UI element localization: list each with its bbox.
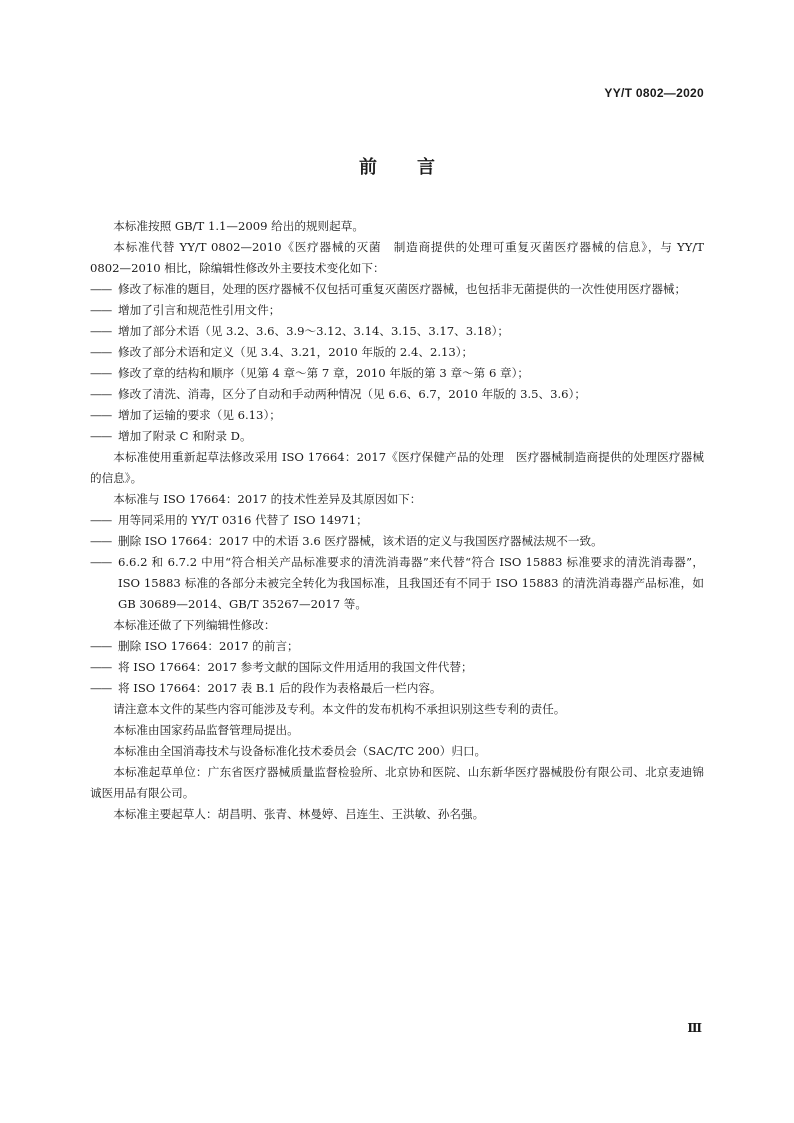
- list-item-text: 用等同采用的 YY/T 0316 代替了 ISO 14971；: [118, 513, 368, 527]
- foreword-body: [90, 216, 704, 825]
- dash-marker: ——: [90, 429, 112, 443]
- paragraph-proposed-by: 本标准由国家药品监督管理局提出。: [113, 723, 299, 737]
- list-item-text: 增加了部分术语（见 3.2、3.6、3.9～3.12、3.14、3.15、3.17、3.18）；: [118, 324, 509, 338]
- dash-marker: ——: [90, 282, 112, 296]
- dash-marker: ——: [90, 513, 112, 527]
- dash-marker: ——: [90, 660, 112, 674]
- list-item: [90, 384, 704, 405]
- list-item-text: 修改了章的结构和顺序（见第 4 章～第 7 章，2010 年版的第 3 章～第 6 章）；: [118, 366, 530, 380]
- list-item: [90, 636, 704, 657]
- paragraph-replacement: 本标准代替 YY/T 0802—2010《医疗器械的灭菌 制造商提供的处理可重复灭菌医疗器械的信息》，与 YY/T 0802—2010 相比，除编辑性修改外主要技术变化如下：: [90, 240, 704, 275]
- list-item: [90, 510, 704, 531]
- page-number: Ⅲ: [687, 1021, 702, 1035]
- dash-marker: ——: [90, 408, 112, 422]
- list-item: [90, 552, 704, 615]
- list-item: [90, 342, 704, 363]
- paragraph-adoption: 本标准使用重新起草法修改采用 ISO 17664：2017《医疗保健产品的处理 医疗器械制造商提供的处理医疗器械的信息》。: [90, 450, 704, 485]
- standard-number: YY/T 0802—2020: [604, 86, 704, 100]
- dash-marker: ——: [90, 639, 112, 653]
- paragraph-drafting-units: 本标准起草单位：广东省医疗器械质量监督检验所、北京协和医院、山东新华医疗器械股份有限公司、北京麦迪锦诚医用品有限公司。: [90, 765, 704, 800]
- list-item-text: 修改了标准的题目，处理的医疗器械不仅包括可重复灭菌医疗器械，也包括非无菌提供的一次性使用医疗器械；: [118, 282, 687, 296]
- list-item: [90, 321, 704, 342]
- paragraph-patent-notice: 请注意本文件的某些内容可能涉及专利。本文件的发布机构不承担识别这些专利的责任。: [113, 702, 566, 716]
- list-item-text: 增加了运输的要求（见 6.13）；: [118, 408, 281, 422]
- list-item-text: 增加了引言和规范性引用文件；: [118, 303, 281, 317]
- paragraph-managed-by: 本标准由全国消毒技术与设备标准化技术委员会（SAC/TC 200）归口。: [113, 744, 487, 758]
- paragraph-technical-differences: 本标准与 ISO 17664：2017 的技术性差异及其原因如下：: [113, 492, 422, 506]
- list-item-text: 修改了清洗、消毒，区分了自动和手动两种情况（见 6.6、6.7，2010 年版的 3.5、3.6）；: [118, 387, 586, 401]
- list-item-text: 删除 ISO 17664：2017 的前言；: [118, 639, 299, 653]
- list-item: [90, 657, 704, 678]
- list-item: [90, 363, 704, 384]
- list-item-text: 修改了部分术语和定义（见 3.4、3.21，2010 年版的 2.4、2.13）；: [118, 345, 474, 359]
- dash-marker: ——: [90, 303, 112, 317]
- list-item-text: 删除 ISO 17664：2017 中的术语 3.6 医疗器械，该术语的定义与我国医疗器械法规不一致。: [118, 534, 603, 548]
- list-item: [90, 300, 704, 321]
- dash-marker: ——: [90, 387, 112, 401]
- list-item: [90, 678, 704, 699]
- list-item-text: 将 ISO 17664：2017 参考文献的国际文件用适用的我国文件代替；: [118, 660, 473, 674]
- list-item-text: 6.6.2 和 6.7.2 中用“符合相关产品标准要求的清洗消毒器”来代替“符合 ISO 15883 标准要求的清洗消毒器”，ISO 15883 标准的各部分未被完全转化为我国标准，且我国还有不同于 ISO 15883 的清洗消毒器产品标准，如 GB 30689—2014、GB/T 35267—2017 等。: [118, 555, 704, 611]
- dash-marker: ——: [90, 324, 112, 338]
- list-item: [90, 405, 704, 426]
- page-title: 前言: [359, 157, 475, 178]
- dash-marker: ——: [90, 534, 112, 548]
- list-item: [90, 279, 704, 300]
- list-item: [90, 426, 704, 447]
- paragraph-drafting-rules: 本标准按照 GB/T 1.1—2009 给出的规则起草。: [113, 219, 364, 233]
- list-item: [90, 531, 704, 552]
- dash-marker: ——: [90, 366, 112, 380]
- dash-marker: ——: [90, 345, 112, 359]
- dash-marker: ——: [90, 681, 112, 695]
- paragraph-drafters: 本标准主要起草人：胡昌明、张青、林曼婷、吕连生、王洪敏、孙名强。: [113, 807, 485, 821]
- dash-marker: ——: [90, 555, 112, 569]
- list-item-text: 增加了附录 C 和附录 D。: [118, 429, 252, 443]
- paragraph-editorial-changes: 本标准还做了下列编辑性修改：: [113, 618, 276, 632]
- list-item-text: 将 ISO 17664：2017 表 B.1 后的段作为表格最后一栏内容。: [118, 681, 442, 695]
